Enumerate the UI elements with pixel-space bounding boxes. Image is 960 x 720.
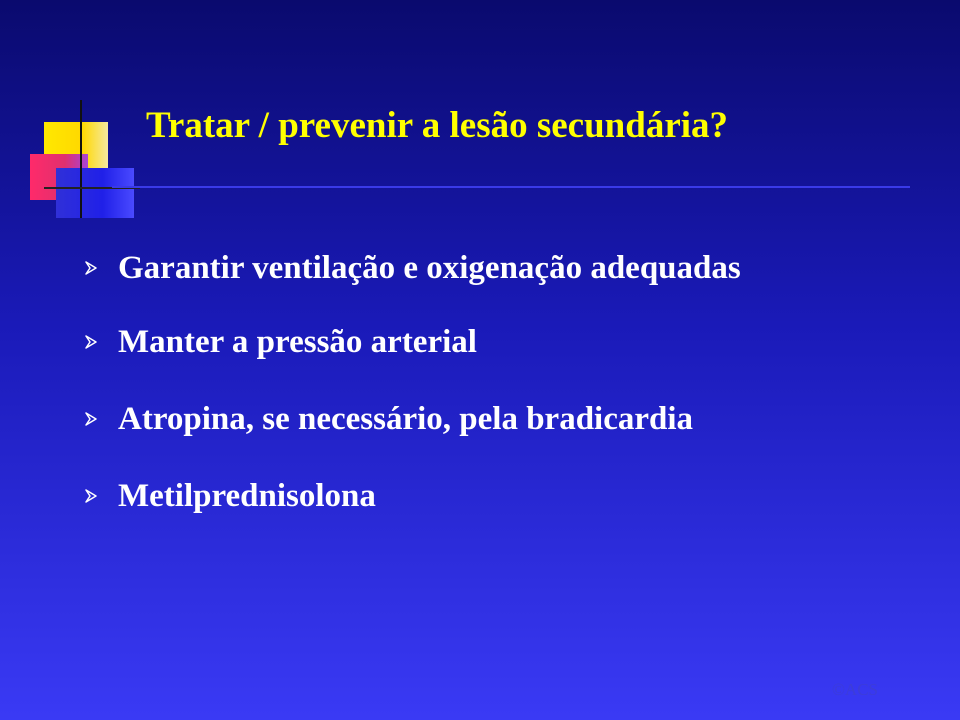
- copyright-notice: ©ACS: [832, 680, 878, 699]
- bullet-list: [84, 248, 944, 553]
- bullet-text: Atropina, se necessário, pela bradicardia: [118, 401, 694, 437]
- bullet-text: Metilprednisolona: [118, 478, 376, 514]
- arrowhead-bullet-icon: [84, 489, 98, 503]
- logo-blue-square: [56, 168, 134, 218]
- title-underline: [112, 186, 910, 188]
- bullet-item: [84, 399, 944, 439]
- bullet-text: Manter a pressão arterial: [118, 324, 477, 360]
- logo-vertical-line: [80, 100, 82, 218]
- slide-title: Tratar / prevenir a lesão secundária?: [146, 105, 729, 146]
- overlapping-squares-logo: [28, 100, 140, 222]
- bullet-item: [84, 476, 944, 516]
- arrowhead-bullet-icon: [84, 335, 98, 349]
- arrowhead-bullet-icon: [84, 261, 98, 275]
- bullet-item: [84, 248, 944, 288]
- bullet-item: [84, 322, 944, 362]
- bullet-text: Garantir ventilação e oxigenação adequadas: [118, 250, 741, 286]
- arrowhead-bullet-icon: [84, 412, 98, 426]
